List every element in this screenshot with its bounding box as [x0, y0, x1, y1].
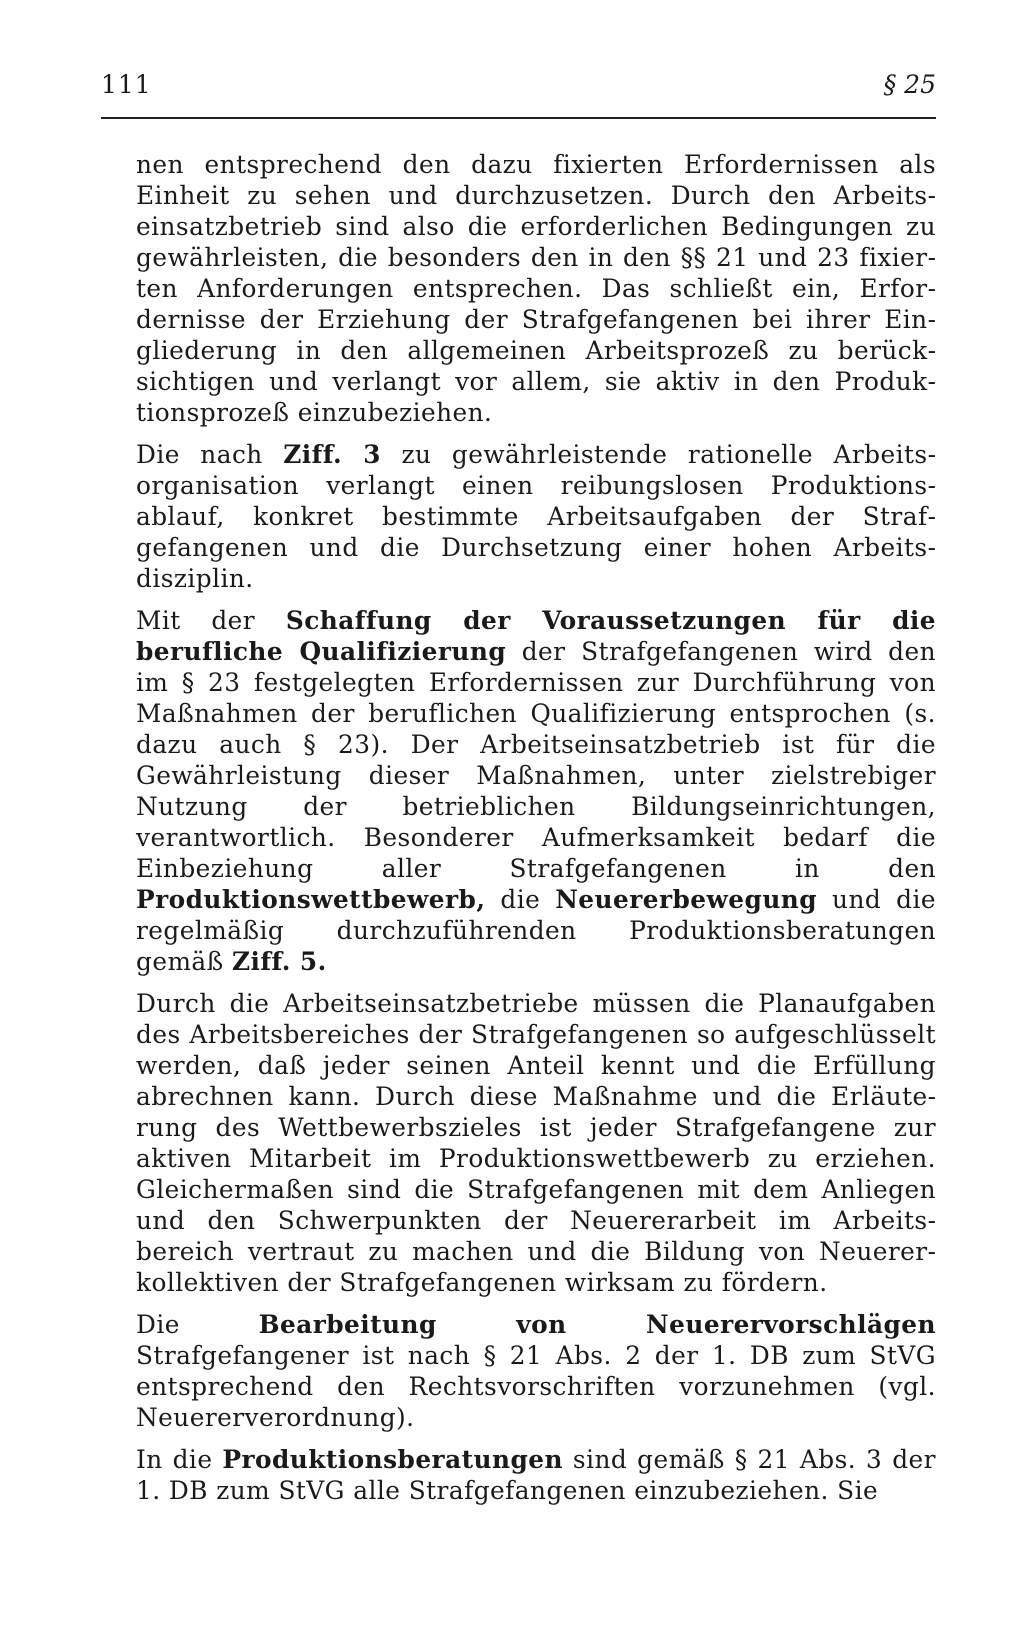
page-body	[136, 149, 936, 1517]
text-run: Mit der	[136, 606, 286, 635]
bold-term: Produktionswettbewerb,	[136, 885, 486, 914]
text-run: Die	[136, 1310, 259, 1339]
text-run: Durch die Arbeitseinsatzbetriebe müssen die Planaufgaben des Arbeitsbereiches der Strafgefangenen so aufgeschlüsselt werden, daß jeder seinen Anteil kennt und die Erfüllung abrechnen kann. Durch diese Maßnahme und die Erläuterung des Wettbewerbszieles ist jeder Strafgefangene zur aktiven Mitarbeit im Produktionswettbewerb zu erziehen. Gleichermaßen sind die Strafgefangenen mit dem Anliegen und den Schwerpunkten der Neuererarbeit im Arbeitsbereich vertraut zu machen und die Bildung von Neuererkollektiven der Strafgefangenen wirksam zu fördern.	[136, 989, 936, 1297]
header-rule	[101, 117, 936, 119]
bold-term: Produktionsberatungen	[222, 1445, 563, 1474]
paragraph	[136, 988, 936, 1298]
page-number: 111	[101, 70, 152, 99]
paragraph	[136, 149, 936, 428]
bold-term: Neuererbewegung	[555, 885, 818, 914]
section-marker: § 25	[883, 70, 936, 99]
bold-reference: Ziff. 5.	[232, 947, 327, 976]
text-run: In die	[136, 1445, 223, 1474]
paragraph	[136, 1444, 936, 1506]
paragraph	[136, 605, 936, 977]
bold-term: Bearbeitung von Neuerervorschlägen	[258, 1310, 936, 1339]
text-run: der Strafgefangenen wird den im § 23 festgelegten Erfordernissen zur Durchführung von Maßnahmen der beruflichen Qualifizierung entsprochen (s. dazu auch § 23). Der Arbeitseinsatzbetrieb ist für die Gewährleistung dieser Maßnahmen, unter zielstrebiger Nutzung der betrieblichen Bildungseinrichtungen, verantwortlich. Besonderer Aufmerksamkeit bedarf die Einbeziehung aller Strafgefangenen in den	[136, 637, 936, 883]
text-run: Strafgefangener ist nach § 21 Abs. 2 der 1. DB zum StVG entsprechend den Rechtsvorschriften vorzunehmen (vgl. Neuererverordnung).	[136, 1341, 936, 1432]
page-header	[101, 62, 936, 102]
text-run: nen entsprechend den dazu fixierten Erfordernissen als Einheit zu sehen und durchzusetzen. Durch den Arbeitseinsatzbetrieb sind also die erforderlichen Bedingungen zu gewährleisten, die besonders den in den §§ 21 und 23 fixierten Anforderungen entsprechen. Das schließt ein, Erfordernisse der Erziehung der Strafgefangenen bei ihrer Eingliederung in den allgemeinen Arbeitsprozeß zu berücksichtigen und verlangt vor allem, sie aktiv in den Produktionsprozeß einzubeziehen.	[136, 150, 936, 427]
text-run: Die nach	[136, 440, 284, 469]
text-run: zu gewährleistende rationelle Arbeitsorganisation verlangt einen reibungslosen Produktionsablauf, konkret bestimmte Arbeitsaufgaben der Strafgefangenen und die Durchsetzung einer hohen Arbeitsdisziplin.	[136, 440, 936, 593]
paragraph	[136, 1309, 936, 1433]
bold-reference: Ziff. 3	[283, 440, 381, 469]
bold-term: Schaffung der Voraussetzungen für die berufliche Qualifizierung	[136, 606, 936, 666]
text-run: die	[485, 885, 556, 914]
paragraph	[136, 439, 936, 594]
text-run: sind gemäß § 21 Abs. 3 der 1. DB zum StVG alle Strafgefangenen einzubeziehen. Sie	[136, 1445, 936, 1505]
text-run: und die regelmäßig durchzuführenden Produktionsberatungen gemäß	[136, 885, 936, 976]
